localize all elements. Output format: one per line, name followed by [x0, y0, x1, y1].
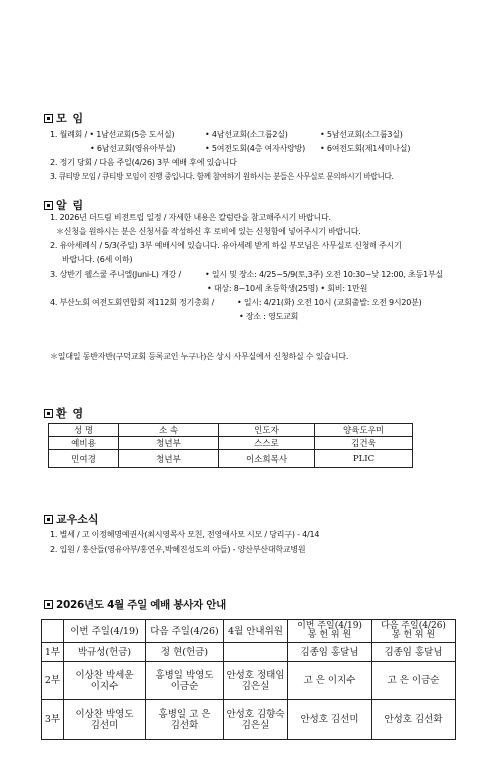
- table-cell: 고 은 이지수: [288, 662, 372, 700]
- notice-line: • 일시 및 장소: 4/25~5/9(토,3주) 오전 10:30~낮 12:00, 초등1부실: [205, 270, 444, 279]
- table-header-cell: 인도자: [219, 424, 315, 437]
- square-bullet-icon: [44, 114, 53, 123]
- section-title-text: 환 영: [56, 407, 85, 420]
- table-row: [49, 437, 413, 450]
- gathering-line: 2. 정기 당회 / 다음 주일(4/26) 3부 예배 후에 있습니다: [50, 158, 237, 167]
- table-cell: 2부: [42, 662, 64, 700]
- square-bullet-icon: [44, 600, 53, 609]
- notice-line: ＊신청을 원하시는 분은 신청서를 작성하신 후 로비에 있는 신청함에 넣어주시기 바랍니다.: [56, 227, 361, 236]
- table-cell: 김종임 홍달님: [288, 643, 372, 662]
- notice-line: 1. 2026년 더드림 비전트립 일정 / 자세한 내용은 칼럼란을 참고해주시기 바랍니다.: [50, 213, 331, 222]
- table-row: [42, 643, 456, 662]
- table-cell: 김건욱: [315, 437, 413, 450]
- table-cell: 고 은 이금순: [372, 662, 456, 700]
- welcome-table: [48, 423, 413, 468]
- table-cell: 정 현(헌금): [146, 643, 224, 662]
- table-cell: PLIC: [315, 450, 413, 468]
- square-bullet-icon: [44, 409, 53, 418]
- gathering-line: • 5여전도회(4층 여자사랑방): [205, 144, 306, 153]
- table-cell: 예비용: [49, 437, 119, 450]
- table-cell: 김종임 홍달님: [372, 643, 456, 662]
- square-bullet-icon: [44, 201, 53, 210]
- table-cell: 청년부: [119, 437, 219, 450]
- table-cell: 이상찬 박세운 이지수: [64, 662, 146, 700]
- gathering-line: • 5남선교회(소그룹3실): [320, 130, 403, 139]
- gathering-line: • 4남선교회(소그룹2실): [205, 130, 288, 139]
- table-row: [42, 662, 456, 700]
- notice-line: • 장소 : 영도교회: [239, 312, 299, 321]
- table-row: [42, 700, 456, 740]
- table-cell: 안성호 김선미: [288, 700, 372, 740]
- section-title-text: 2026년도 4월 주일 예배 봉사자 안내: [56, 599, 226, 611]
- section-title-notice: [44, 197, 84, 213]
- table-cell: 이상찬 박영도 김선미: [64, 700, 146, 740]
- notice-line: 2. 유아세례식 / 5/3(주일) 3부 예배시에 있습니다. 유아세례 받게 하실 부모님은 사무실로 신청해 주시기: [50, 241, 402, 250]
- table-cell: 3부: [42, 700, 64, 740]
- notice-line: 3. 상반기 웰스쿨 주니엘(Juni-L) 개강 /: [50, 270, 181, 279]
- table-cell: 청년부: [119, 450, 219, 468]
- square-bullet-icon: [44, 515, 53, 524]
- notice-line: • 대상: 8~10세 초등학생(25명) • 회비: 1만원: [207, 284, 368, 293]
- section-title-staff: [44, 511, 99, 527]
- staff-line: 1. 별세 / 고 이정혜명예권사(최시영목사 모친, 전영애사모 시모 / 당리구) - 4/14: [50, 530, 320, 539]
- table-header-cell: 다음 주일(4/26) 봉 헌 위 원: [372, 620, 456, 643]
- notice-line: 바랍니다. (6세 이하): [62, 255, 133, 264]
- section-title-service: [44, 597, 226, 612]
- table-header-cell: 4월 안내위원: [224, 620, 288, 643]
- service-table: [41, 619, 456, 740]
- section-title-welcome: [44, 405, 84, 421]
- notice-line: ＊일대일 동반자반(구덕교회 등록교인 누구나)은 상시 사무실에서 신청하실 수 있습니다.: [50, 352, 349, 361]
- section-title-gathering: [44, 110, 84, 126]
- notice-line: 4. 부산노회 여전도회연합회 제112회 정기총회 /: [50, 298, 215, 307]
- table-cell: 안성호 김선화: [372, 700, 456, 740]
- table-cell: [224, 643, 288, 662]
- section-title-text: 알 림: [56, 199, 85, 212]
- table-cell: 박규성(헌금): [64, 643, 146, 662]
- section-title-text: 교우소식: [56, 513, 99, 526]
- table-cell: 안성호 정태임 김은실: [224, 662, 288, 700]
- table-cell: 1부: [42, 643, 64, 662]
- gathering-line: 1. 월례회 / • 1남선교회(5층 도서실): [50, 130, 175, 139]
- gathering-line: • 6여전도회(제1세미나실): [320, 144, 411, 153]
- table-header-row: [49, 424, 413, 437]
- table-header-row: [42, 620, 456, 643]
- notice-line: • 일시: 4/21(화) 오전 10시 (교회출발: 오전 9시20분): [237, 298, 422, 307]
- table-cell: 스스로: [219, 437, 315, 450]
- section-title-text: 모 임: [56, 112, 85, 125]
- table-cell: 안성호 김향숙 김은실: [224, 700, 288, 740]
- table-header-cell: [42, 620, 64, 643]
- table-header-cell: 성 명: [49, 424, 119, 437]
- table-header-cell: 소 속: [119, 424, 219, 437]
- table-header-cell: 이번 주일(4/19) 봉 헌 위 원: [288, 620, 372, 643]
- table-header-cell: 이번 주일(4/19): [64, 620, 146, 643]
- gathering-line: • 6남선교회(영유아부실): [90, 144, 176, 153]
- table-row: [49, 450, 413, 468]
- table-header-cell: 양육도우미: [315, 424, 413, 437]
- table-cell: 이소희목사: [219, 450, 315, 468]
- table-cell: 홍병일 고 은 김선화: [146, 700, 224, 740]
- table-header-cell: 다음 주일(4/26): [146, 620, 224, 643]
- gathering-line: 3. 큐티방 모임 / 큐티방 모임이 진행 중입니다. 함께 참여하기 원하시는 분들은 사무실로 문의하시기 바랍니다.: [50, 172, 394, 181]
- staff-line: 2. 입원 / 홍산들(영유아부/홍연우,박혜진성도의 아들) - 양산부산대학교병원: [50, 545, 306, 554]
- table-cell: 민여경: [49, 450, 119, 468]
- table-cell: 홍병일 박영도 이금순: [146, 662, 224, 700]
